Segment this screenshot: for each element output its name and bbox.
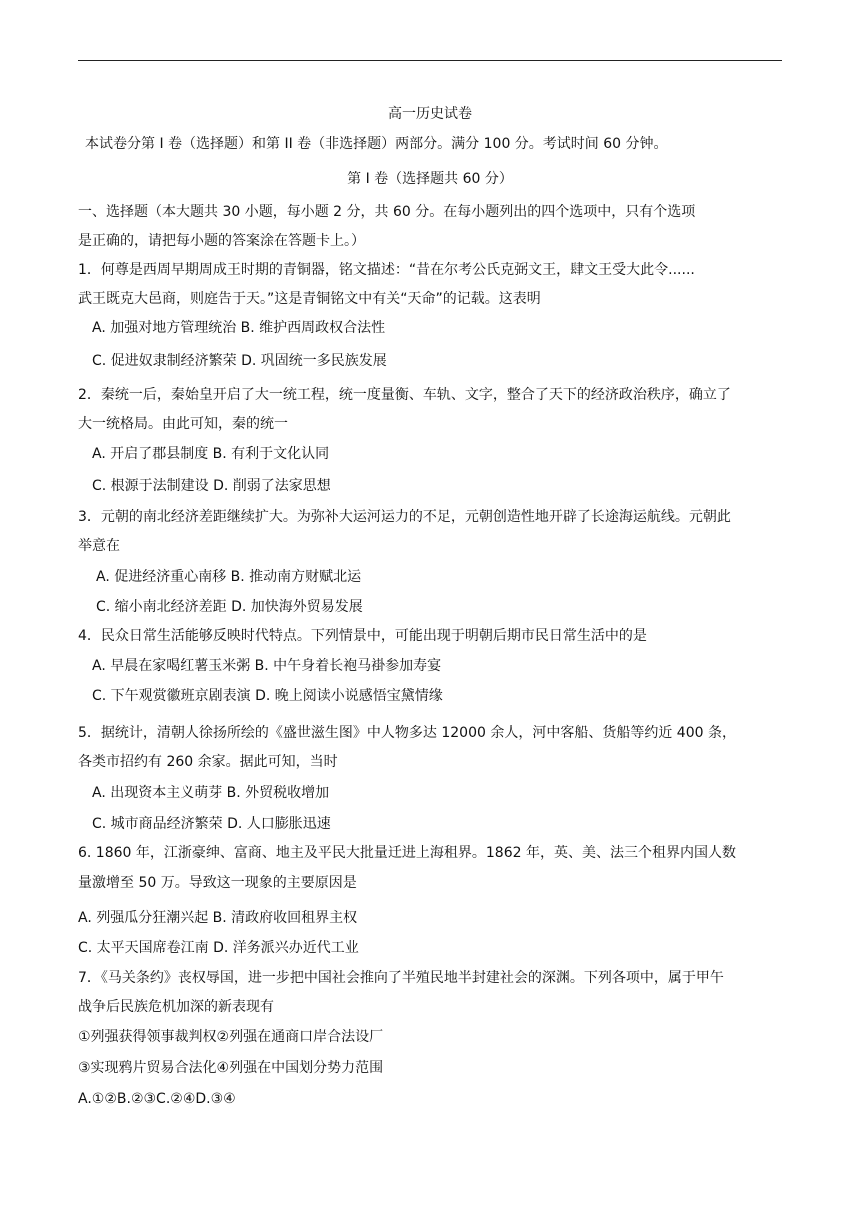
question-5-stem-line-1: 5．据统计，清朝人徐扬所绘的《盛世滋生图》中人物多达 12000 余人，河中客船、货船等约近 400 条，: [78, 725, 736, 741]
question-2-options-ab: A. 开启了郡县制度 B. 有利于文化认同: [92, 446, 330, 462]
part-title: 第 I 卷（选择题共 60 分）: [347, 171, 513, 187]
question-4-options-ab: A. 早晨在家喝红薯玉米粥 B. 中午身着长袍马褂参加寿宴: [92, 658, 442, 674]
question-4-options-cd: C. 下午观赏徽班京剧表演 D. 晚上阅读小说感悟宝黛情缘: [92, 688, 443, 704]
question-7-statements-line-1: ①列强获得领事裁判权②列强在通商口岸合法设厂: [78, 1029, 384, 1045]
question-3-options-ab: A. 促进经济重心南移 B. 推动南方财赋北运: [96, 569, 362, 585]
header-rule: [78, 60, 782, 61]
question-1-stem-line-2: 武王既克大邑商，则庭告于天。”这是青铜铭文中有关“天命”的记载。这表明: [78, 291, 541, 307]
section-instructions-line-1: 一、选择题（本大题共 30 小题，每小题 2 分，共 60 分。在每小题列出的四个选项中，只有个选项: [78, 204, 696, 220]
question-6-options-ab: A. 列强瓜分狂潮兴起 B. 清政府收回租界主权: [78, 910, 358, 926]
question-7-stem-line-1: 7．《马关条约》丧权辱国，进一步把中国社会推向了半殖民地半封建社会的深渊。下列各项中，属于甲午: [78, 970, 724, 986]
exam-title: 高一历史试卷: [388, 106, 472, 122]
question-5-options-cd: C. 城市商品经济繁荣 D. 人口膨胀迅速: [92, 816, 331, 832]
question-2-options-cd: C. 根源于法制建设 D. 削弱了法家思想: [92, 478, 331, 494]
question-2-stem-line-2: 大一统格局。由此可知，秦的统一: [78, 416, 288, 432]
question-2-stem-line-1: 2．秦统一后，秦始皇开启了大一统工程，统一度量衡、车轨、文字，整合了天下的经济政治秩序，确立了: [78, 387, 731, 403]
question-7-stem-line-2: 战争后民族危机加深的新表现有: [78, 999, 274, 1015]
question-3-stem-line-1: 3．元朝的南北经济差距继续扩大。为弥补大运河运力的不足，元朝创造性地开辟了长途海运航线。元朝此: [78, 509, 731, 525]
section-instructions-line-2: 是正确的，请把每小题的答案涂在答题卡上。）: [78, 233, 365, 249]
question-7-statements-line-2: ③实现鸦片贸易合法化④列强在中国划分势力范围: [78, 1060, 384, 1076]
exam-intro: 本试卷分第 I 卷（选择题）和第 II 卷（非选择题）两部分。满分 100 分。考试时间 60 分钟。: [85, 136, 668, 152]
question-5-options-ab: A. 出现资本主义萌芽 B. 外贸税收增加: [92, 785, 330, 801]
question-7-options: A.①②B.②③C.②④D.③④: [78, 1091, 236, 1107]
question-1-options-cd: C. 促进奴隶制经济繁荣 D. 巩固统一多民族发展: [92, 353, 387, 369]
question-6-stem-line-1: 6. 1860 年，江浙豪绅、富商、地主及平民大批量迁进上海租界。1862 年，英、美、法三个租界内国人数: [78, 845, 736, 861]
question-1-stem-line-1: 1．何尊是西周早期周成王时期的青铜器，铭文描述：“昔在尔考公氏克弼文王，肆文王受大此令......: [78, 262, 695, 278]
question-6-stem-line-2: 量激增至 50 万。导致这一现象的主要原因是: [78, 875, 357, 891]
question-3-stem-line-2: 举意在: [78, 538, 120, 554]
question-4-stem-line-1: 4．民众日常生活能够反映时代特点。下列情景中，可能出现于明朝后期市民日常生活中的是: [78, 628, 647, 644]
question-6-options-cd: C. 太平天国席卷江南 D. 洋务派兴办近代工业: [78, 940, 359, 956]
question-5-stem-line-2: 各类市招约有 260 余家。据此可知，当时: [78, 754, 338, 770]
question-1-options-ab: A. 加强对地方管理统治 B. 维护西周政权合法性: [92, 320, 386, 336]
question-3-options-cd: C. 缩小南北经济差距 D. 加快海外贸易发展: [96, 599, 363, 615]
